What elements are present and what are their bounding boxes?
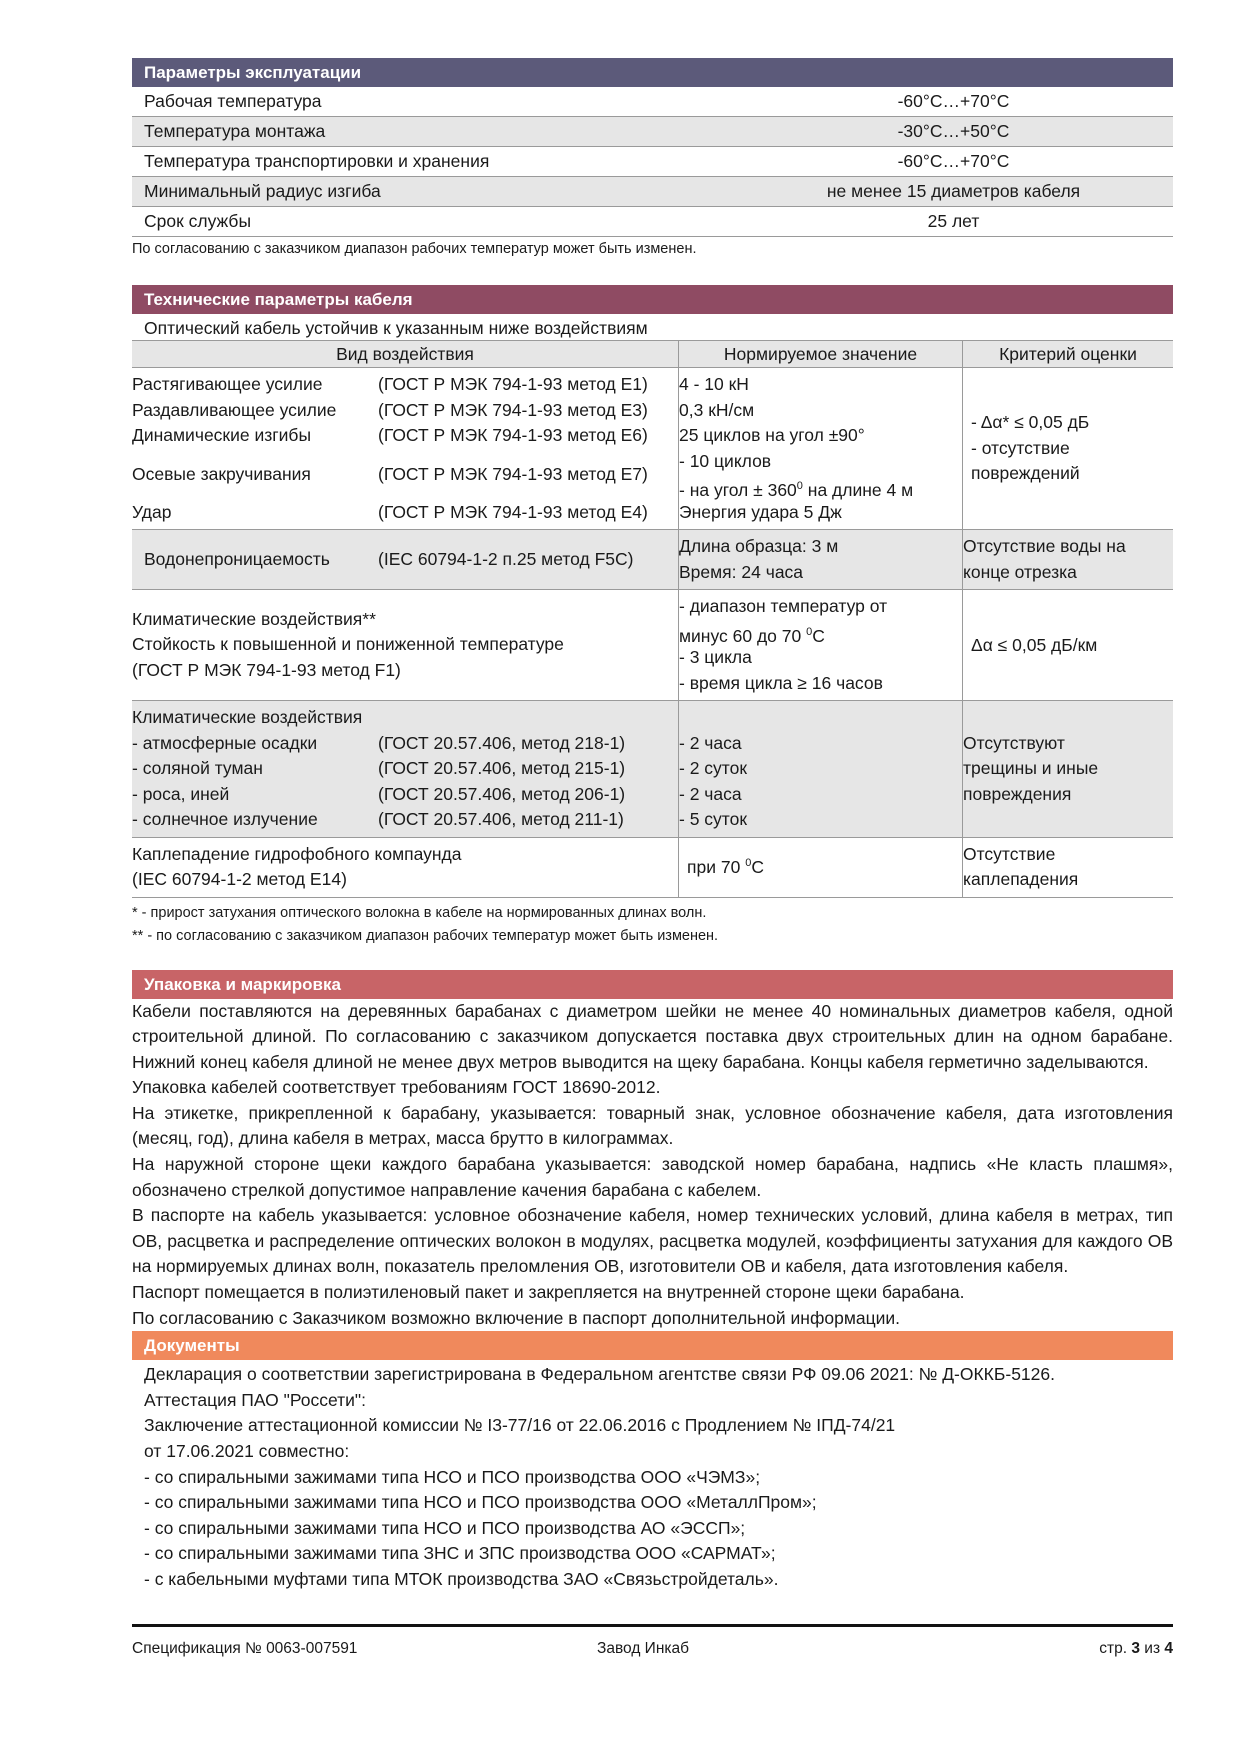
operating-note: По согласованию с заказчиком диапазон рабочих температур может быть изменен. bbox=[132, 241, 697, 257]
table-row-dripping: Каплепадение гидрофобного компаунда (IEC 60794-1-2 метод E14) при 70 $^0$С Отсутствие каплепадения bbox=[132, 837, 1173, 897]
table-row: Температура монтажа -30°C…+50°C bbox=[132, 117, 1173, 147]
section-operating-title: Параметры эксплуатации bbox=[132, 58, 1173, 87]
packaging-text: Кабели поставляются на деревянных барабанах с диаметром шейки не менее 40 номинальных диаметров кабеля, одной строительной длиной. По согласованию с заказчиком допускается поставка двух строительных длин на одном барабане. Нижний конец кабеля длиной не менее двух метров выводится на щеку барабана. Концы кабеля герметично заделываются. Упаковка кабелей соответствует требованиям ГОСТ 18690-2012. На этикетке, прикрепленной к барабану, указывается: товарный знак, условное обозначение кабеля, дата изготовления (месяц, год), длина кабеля в метрах, масса брутто в килограммах. На наружной стороне щеки каждого барабана указывается: заводской номер барабана, надпись «Не класть плашмя», обозначено стрелкой допустимое направление качения барабана с кабелем. В паспорте на кабель указывается: условное обозначение кабеля, номер технических условий, длина кабеля в метрах, тип ОВ, расцветка и распределение оптических волокон в модулях, расцветка модулей, коэффициенты затухания для каждого ОВ на нормируемых длинах волн, показатель преломления ОВ, изготовители ОВ и кабеля, дата изготовления кабеля. Паспорт помещается в полиэтиленовый пакет и закрепляется на внутренней стороне щеки барабана. По согласованию с Заказчиком возможно включение в паспорт дополнительной информации. bbox=[132, 1000, 1173, 1328]
header-criteria: Критерий оценки bbox=[963, 341, 1174, 368]
technical-table bbox=[132, 340, 1173, 898]
technical-intro: Оптический кабель устойчив к указанным ниже воздействиям bbox=[144, 318, 648, 338]
table-row-water: Водонепроницаемость (IEC 60794-1-2 п.25 метод F5C) Длина образца: 3 м Время: 24 часа Отсутствие воды на конце отрезка bbox=[132, 530, 1173, 590]
table-row-mechanical: Растягивающее усилие Раздавливающее усилие Динамические изгибы Осевые закручивания Удар (ГОСТ Р МЭК 794-1-93 метод Е1) (ГОСТ Р МЭК 794-1-93 метод Е3) (ГОСТ Р МЭК 794-1-93 метод Е6) (ГОСТ Р МЭК 794-1-93 метод Е7) (ГОСТ Р МЭК 794-1-93 метод Е4) 4 - 10 кН 0,3 кН/см 25 циклов на угол ±90° - 10 циклов - на угол ± $360^0$ на длине 4 м Энергия удара 5 Дж - Δα* ≤ 0,05 дБ - отсутствие повреждений bbox=[132, 368, 1173, 530]
document-page bbox=[132, 58, 1173, 1593]
footer-divider bbox=[132, 1624, 1173, 1627]
section-technical-title: Технические параметры кабеля bbox=[132, 285, 1173, 314]
page-footer bbox=[132, 1640, 1173, 1658]
table-row: Температура транспортировки и хранения -60°C…+70°C bbox=[132, 147, 1173, 177]
operating-table bbox=[132, 87, 1173, 237]
table-header-row bbox=[132, 341, 1173, 368]
header-impact: Вид воздействия bbox=[132, 341, 679, 368]
table-row-climate-temperature: Климатические воздействия** Стойкость к повышенной и пониженной температуре (ГОСТ Р МЭК 794-1-93 метод F1) - диапазон температур от минус 60 до 70 $^0$С - 3 цикла - время цикла ≥ 16 часов Δα ≤ 0,05 дБ/км bbox=[132, 590, 1173, 701]
header-norm: Нормируемое значение bbox=[679, 341, 963, 368]
footer-spec: Спецификация № 0063-007591 bbox=[132, 1640, 358, 1657]
table-row: Минимальный радиус изгиба не менее 15 диаметров кабеля bbox=[132, 177, 1173, 207]
table-row: Срок службы 25 лет bbox=[132, 207, 1173, 237]
footer-company: Завод Инкаб bbox=[597, 1640, 689, 1657]
table-row-climate-weather: Климатические воздействия - атмосферные осадки - соляной туман - роса, иней - солнечное излучение (ГОСТ 20.57.406, метод 218-1) (ГОСТ 20.57.406, метод 215-1) (ГОСТ 20.57.406, метод 206-1) (ГОСТ 20.57.406, метод 211-1) - 2 часа - 2 суток - 2 часа - 5 суток Отсутствуют трещины и иные повреждения bbox=[132, 701, 1173, 838]
section-packaging-title: Упаковка и маркировка bbox=[132, 970, 1173, 999]
technical-notes: * - прирост затухания оптического волокна в кабеле на нормированных длинах волн. ** - по согласованию с заказчиком диапазон рабочих температур может быть изменен. bbox=[132, 904, 719, 944]
table-row: Рабочая температура -60°C…+70°C bbox=[132, 87, 1173, 117]
footer-page: стр. 3 из 4 bbox=[1099, 1640, 1173, 1657]
documents-text: Декларация о соответствии зарегистрирована в Федеральном агентстве связи РФ 09.06 2021: № Д-ОККБ-5126. Аттестация ПАО "Россети": Заключение аттестационной комиссии № I3-77/16 от 22.06.2016 с Продлением № IПД-74/21 от 17.06.2021 совместно: - со спиральными зажимами типа НСО и ПСО производства ООО «ЧЭМЗ»; - со спиральными зажимами типа НСО и ПСО производства ООО «МеталлПром»; - со спиральными зажимами типа НСО и ПСО производства АО «ЭССП»; - со спиральными зажимами типа ЗНС и ЗПС производства ООО «САРМАТ»; - с кабельными муфтами типа МТОК производства ЗАО «Связьстройдеталь». bbox=[144, 1364, 1055, 1589]
section-documents-title: Документы bbox=[132, 1331, 1173, 1360]
